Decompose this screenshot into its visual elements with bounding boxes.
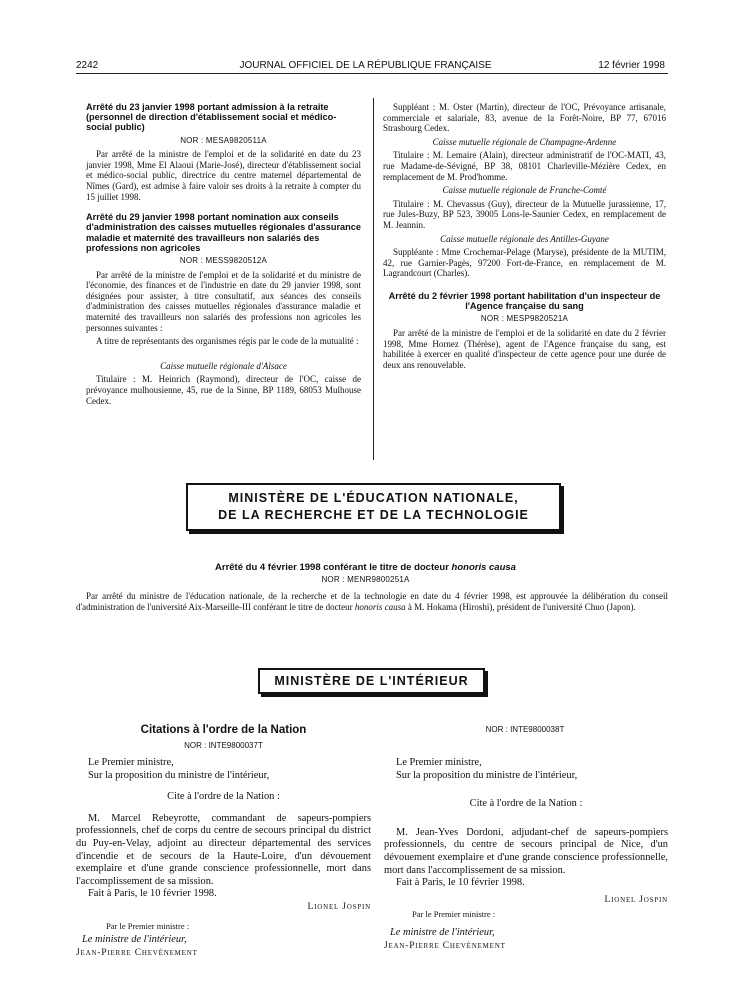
caisse-alsace-heading: Caisse mutuelle régionale d'Alsace (160, 360, 287, 371)
right-column (383, 102, 666, 373)
journal-title: JOURNAL OFFICIEL DE LA RÉPUBLIQUE FRANÇAISE (239, 60, 492, 71)
caisse-antilles-heading: Caisse mutuelle régionale des Antilles-Guyane (440, 233, 609, 244)
arrete-4-body (76, 591, 668, 612)
antilles-suppleante: Suppléante : Mme Crochemar-Pelage (Maryse), présidente de la MUTIM, 42, rue Garnier-Pagès, 97200 Fort-de-France, en remplacement de M. Lagrandcourt (Charles). (383, 247, 666, 279)
arrete-1-body: Par arrêté de la ministre de l'emploi et de la solidarité en date du 23 janvier 1998, Mme El Alaoui (Marie-José), directeur d'établissement social et médico-social public, directrice du centre maternel départemental de Nîmes (Gard), est admise à faire valoir ses droits à la retraite à compter du 15 juillet 1998. (86, 149, 361, 202)
alsace-suppleant: Suppléant : M. Oster (Martin), directeur de l'OC, Prévoyance artisanale, commerciale et salariale, 83, avenue de la Forêt-Noire, BP 77, 67016 Strasbourg Cedex. (383, 102, 666, 134)
header-rule (76, 73, 668, 74)
citation-left-line-2: Sur la proposition du ministre de l'intérieur, (88, 769, 270, 781)
arrete-4-title (0, 562, 731, 573)
caisse-champagne-heading: Caisse mutuelle régionale de Champagne-Ardenne (432, 136, 617, 147)
ministere-education-line-2: DE LA RECHERCHE ET DE LA TECHNOLOGIE (218, 508, 529, 522)
champagne-titulaire: Titulaire : M. Lemaire (Alain), directeur administratif de l'OC-MATI, 43, rue Madame-de-Sévigné, BP 38, 08101 Charleville-Mézière Cedex, en remplacement de M. Prod'homme. (383, 150, 666, 182)
arrete-3-title: Arrêté du 2 février 1998 portant habilitation d'un inspecteur de l'Agence française du sang (388, 290, 661, 312)
citation-right-signature: Lionel Jospin (604, 894, 668, 905)
arrete-1-title: Arrêté du 23 janvier 1998 portant admission à la retraite (personnel de direction d'établissement social et médico-social public) (86, 102, 337, 133)
citation-right-line-1: Le Premier ministre, (396, 757, 482, 768)
arrete-2-title: Arrêté du 29 janvier 1998 portant nomination aux conseils d'administration des caisses mutuelles régionales d'assurance maladie et maternité des travailleurs non salariés des professions non agricoles (86, 212, 361, 253)
ministere-interieur-label: MINISTÈRE DE L'INTÉRIEUR (274, 674, 469, 688)
citation-left-fait: Fait à Paris, le 10 février 1998. (88, 888, 217, 900)
citation-right-par: Par le Premier ministre : (412, 909, 496, 920)
citation-left-signature: Lionel Jospin (307, 901, 371, 912)
citation-left (76, 757, 371, 959)
arrete-2-body-2: A titre de représentants des organismes régis par le code de la mutualité : (96, 336, 359, 347)
citation-right-fait: Fait à Paris, le 10 février 1998. (396, 877, 525, 889)
arrete-1-nor: NOR : MESA9820511A (180, 135, 267, 145)
arrete-4-body-italic: honoris causa (354, 601, 406, 612)
arrete-4-title-text: Arrêté du 4 février 1998 conférant le titre de docteur (215, 562, 452, 573)
ministere-education-banner (186, 483, 561, 531)
citation-right-cite: Cite à l'ordre de la Nation : (469, 798, 583, 810)
ministere-education-line-1: MINISTÈRE DE L'ÉDUCATION NATIONALE, (228, 491, 519, 505)
citation-left-cite: Cite à l'ordre de la Nation : (167, 791, 280, 803)
caisse-franche-comte-heading: Caisse mutuelle régionale de Franche-Comté (442, 185, 607, 196)
arrete-2-nor: NOR : MESS9820512A (179, 255, 268, 265)
franche-comte-titulaire: Titulaire : M. Chevassus (Guy), directeur de la Mutuelle jurassienne, 17, rue Jules-Buzy, BP 523, 39005 Lons-le-Saunier Cedex, en remplacement de M. Jeannin. (383, 198, 666, 230)
citation-right-ministre: Le ministre de l'intérieur, (390, 926, 495, 938)
arrete-4-body-text: Par arrêté du ministre de l'éducation nationale, de la recherche et de la technologie en date du 4 février 1998, est approuvée la délibération du conseil d'administration de l'université Aix-Marseille-III conférant le titre de docteur (76, 591, 668, 612)
arrete-3-body: Par arrêté de la ministre de l'emploi et de la solidarité en date du 2 février 1998, Mme Hornez (Thérèse), agent de l'Agence française du sang, est habilitée à exercer en qualité d'inspecteur de cette agence pour une durée de deux ans renouvelable. (383, 327, 666, 370)
page-number: 2242 (76, 60, 99, 71)
arrete-4-body-end: à M. Hokama (Hiroshi), président de l'université Chuo (Japon). (405, 601, 636, 612)
arrete-4-title-italic: honoris causa (451, 562, 516, 573)
citation-left-body: M. Marcel Rebeyrotte, commandant de sapeurs-pompiers professionnels, chef de corps du centre de secours principal du district du Puy-en-Velay, adjoint au directeur départemental des services d'incendie et de secours de la Haute-Loire, d'un dévouement exemplaire et d'une grande conscience professionnelle, mort dans l'accomplissement de sa mission. (76, 812, 371, 887)
arrete-3-nor: NOR : MESP9820521A (480, 314, 569, 324)
arrete-4-nor: NOR : MENR9800251A (321, 575, 410, 584)
left-column (86, 102, 361, 409)
alsace-titulaire: Titulaire : M. Heinrich (Raymond), directeur de l'OC, caisse de prévoyance mulhousienne, 45, rue de la Sinne, BP 1189, 68053 Mulhouse Cedex. (86, 374, 361, 406)
citation-right-line-2: Sur la proposition du ministre de l'intérieur, (396, 769, 578, 781)
citation-left-ministre: Le ministre de l'intérieur, (82, 934, 187, 946)
citations-left-nor: NOR : INTE9800037T (184, 741, 263, 750)
citation-right-body: M. Jean-Yves Dordoni, adjudant-chef de sapeurs-pompiers professionnels, du centre de secours principal de Nice, d'un dévouement exemplaire et d'une grande conscience professionnelle, mort dans l'accomplissement de sa mission. (384, 826, 668, 876)
ministere-interieur-banner (258, 668, 485, 694)
citation-left-par: Par le Premier ministre : (106, 920, 190, 931)
issue-date: 12 février 1998 (598, 60, 665, 71)
citation-left-line-1: Le Premier ministre, (88, 757, 174, 768)
citations-title: Citations à l'ordre de la Nation (140, 724, 307, 736)
arrete-2-body: Par arrêté de la ministre de l'emploi et de la solidarité et du ministre de l'économie, des finances et de l'industrie en date du 29 janvier 1998, sont désignées pour assister, à titre consultatif, aux séances des conseils d'administration des caisses mutuelles régionales d'assurance maladie et maternité des travailleurs non salariés des professions non agricoles les personnes suivantes : (86, 269, 361, 333)
column-divider (373, 98, 374, 460)
citation-left-ministre-name: Jean-Pierre Chevènement (76, 947, 198, 958)
citations-right-nor: NOR : INTE9800038T (485, 725, 565, 734)
citation-right (384, 757, 668, 952)
citation-right-ministre-name: Jean-Pierre Chevènement (384, 940, 506, 951)
